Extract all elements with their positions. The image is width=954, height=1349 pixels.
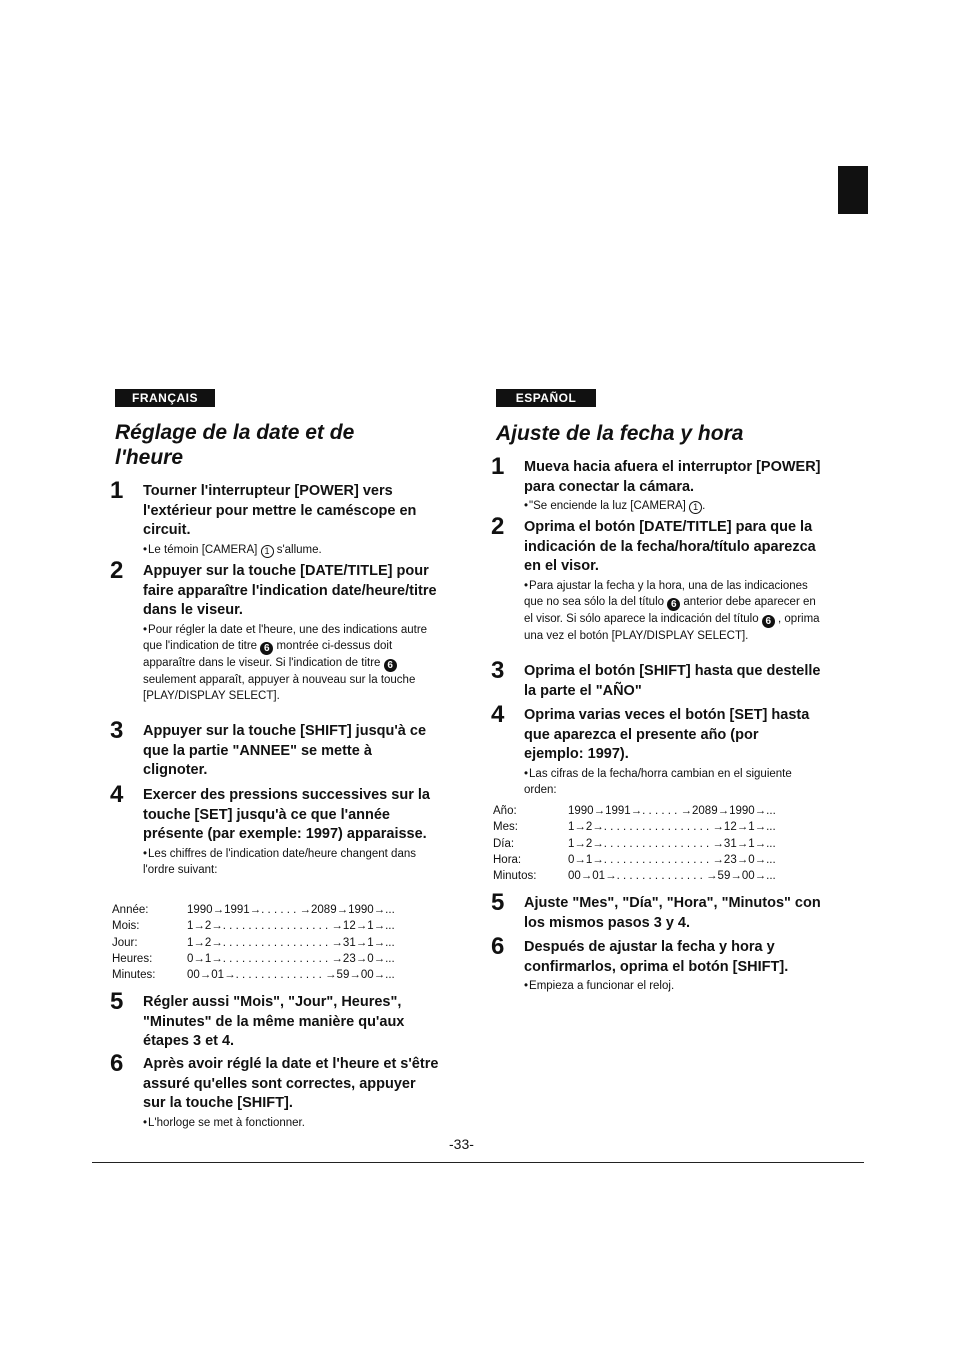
section-tab-marker [838,166,868,214]
sequence-row: Minutos: 00→01→. . . . . . . . . . . . . . →59→00→... [493,870,776,883]
step-text: Après avoir réglé la date et l'heure et s'être assuré qu'elles sont correctes, appuyer sur la touche [SHIFT]. [143,1056,439,1111]
step-note: •Les chiffres de l'indication date/heure changent dans l'ordre suivant: [143,847,416,876]
step-text: Ajuste "Mes", "Día", "Hora", "Minutos" con los mismos pasos 3 y 4. [524,895,821,931]
sequence-row: Minutes: 00→01→. . . . . . . . . . . . . . →59→00→... [112,969,395,982]
step-2 [491,513,821,644]
language-label: ESPAÑOL [496,389,596,407]
title-indicator-icon: 6 [260,642,273,655]
step-text: Exercer des pressions successives sur la touche [SET] jusqu'à ce que l'année présente (par exemple: 1997) apparaisse. [143,787,430,842]
language-label: FRANÇAIS [115,389,215,407]
step-note: •Para ajustar la fecha y la hora, una de las indicaciones que no sea sólo la del título 6 anterior debe aparecer en el visor. Si sólo aparece la indicación del título 6 , oprima una vez el botón [PLAY/DISPLAY SELECT]. [524,579,820,642]
step-number: 4 [110,781,124,808]
step-number: 2 [110,557,124,584]
step-4 [110,781,440,878]
circled-number-icon: 1 [261,545,274,558]
step-2 [110,557,440,704]
title-indicator-icon: 6 [384,659,397,672]
step-text: Oprima varias veces el botón [SET] hasta que aparezca el presente año (por ejemplo: 1997). [524,707,810,762]
section-title: Ajuste de la fecha y hora [496,422,744,445]
date-sequence-table [112,902,442,983]
step-note: •Las cifras de la fecha/horra cambian en el siguiente orden: [524,767,792,796]
title-indicator-icon: 6 [762,615,775,628]
step-1 [110,477,440,558]
footer-rule [92,1162,864,1163]
step-text: Oprima el botón [SHIFT] hasta que destelle la parte el "AÑO" [524,663,821,699]
sequence-row: Heures: 0→1→. . . . . . . . . . . . . . . . . →23→0→... [112,952,395,965]
step-text: Appuyer sur la touche [DATE/TITLE] pour faire apparaître l'indication date/heure/titre dans le viseur. [143,563,437,618]
step-1 [491,453,821,514]
step-number: 1 [491,453,505,480]
page-number: -33- [449,1136,474,1152]
step-number: 3 [110,717,124,744]
date-sequence-table [493,803,823,884]
step-text: Tourner l'interrupteur [POWER] vers l'extérieur pour mettre le caméscope en circuit. [143,483,417,538]
step-text: Después de ajustar la fecha y hora y confirmarlos, oprima el botón [SHIFT]. [524,939,789,975]
step-number: 5 [110,988,124,1015]
step-number: 6 [110,1050,124,1077]
step-number: 4 [491,701,505,728]
step-note: •L'horloge se met à fonctionner. [143,1116,305,1129]
sequence-row: Día: 1→2→. . . . . . . . . . . . . . . . . →31→1→... [493,837,776,850]
step-5 [491,889,821,933]
step-4 [491,701,821,798]
sequence-row: Jour: 1→2→. . . . . . . . . . . . . . . . . →31→1→... [112,936,395,949]
step-6 [491,933,821,994]
sequence-row: Mes: 1→2→. . . . . . . . . . . . . . . . . →12→1→... [493,821,776,834]
sequence-row: Año: 1990→1991→. . . . . . →2089→1990→... [493,805,776,817]
step-note: •"Se enciende la luz [CAMERA] 1 . [524,500,706,512]
sequence-row: Année: 1990→1991→. . . . . . →2089→1990→... [112,904,395,916]
step-number: 2 [491,513,505,540]
step-3 [110,717,440,781]
step-number: 3 [491,657,505,684]
circled-number-icon: 1 [689,501,702,514]
title-indicator-icon: 6 [667,598,680,611]
step-note: •Empieza a funcionar el reloj. [524,980,675,992]
step-text: Appuyer sur la touche [SHIFT] jusqu'à ce que la partie "ANNEE" se mette à clignoter. [143,723,427,778]
step-3 [491,657,821,701]
sequence-row: Hora: 0→1→. . . . . . . . . . . . . . . . . →23→0→... [493,853,776,866]
step-5 [110,988,440,1052]
step-text: Mueva hacia afuera el interruptor [POWER] para conectar la cámara. [524,459,821,495]
sequence-row: Mois: 1→2→. . . . . . . . . . . . . . . . . →12→1→... [112,920,395,933]
step-number: 5 [491,889,505,916]
step-text: Régler aussi "Mois", "Jour", Heures", "Minutes" de la même manière qu'aux étapes 3 et 4. [143,994,405,1049]
step-note: •Pour régler la date et l'heure, une des indications autre que l'indication de titre 6 montrée ci-dessus doit apparaître dans le viseur. Si l'indication de titre 6 seulement apparaît, appuyer à nouveau sur la touche [PLAY/DISPLAY SELECT]. [143,623,428,702]
step-number: 6 [491,933,505,960]
step-text: Oprima el botón [DATE/TITLE] para que la indicación de la fecha/hora/título aparezca en el visor. [524,519,816,574]
section-title: Réglage de la date et de l'heure [115,421,355,469]
step-6 [110,1050,440,1131]
step-number: 1 [110,477,124,504]
step-note: •Le témoin [CAMERA] 1 s'allume. [143,543,322,556]
